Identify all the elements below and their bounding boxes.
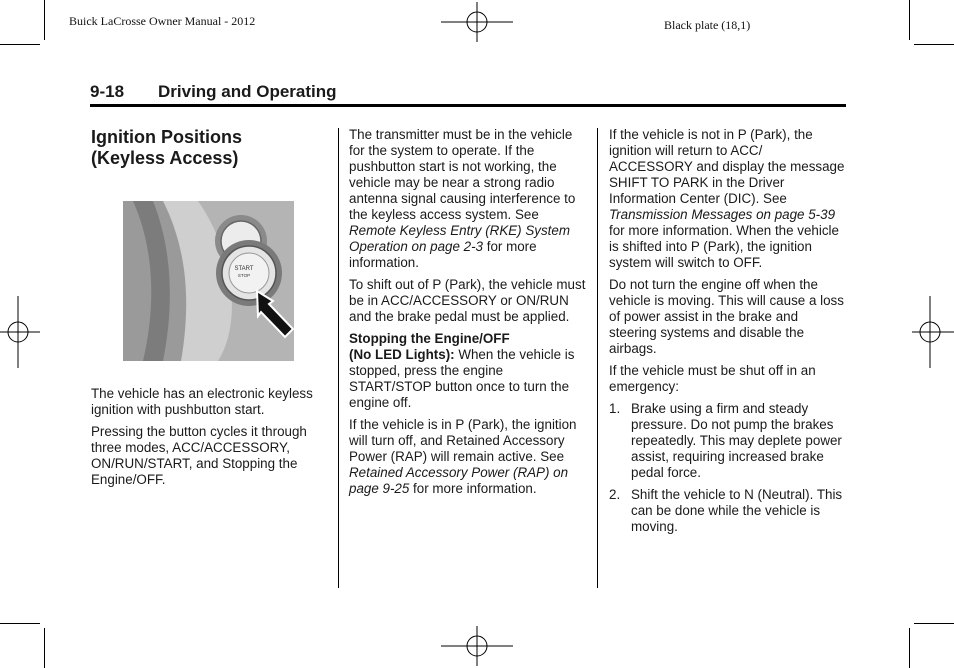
paragraph: Do not turn the engine off when the vehicle is moving. This will cause a loss of power assist in the brake and steering systems and disable the airbags. [609,277,844,356]
paragraph: If the vehicle is in P (Park), the ignition will turn off, and Retained Accessory Power (RAP) will remain active. See Retained Accessory Power (RAP) on page 9-25 for more information. [349,417,577,496]
paragraph: Pressing the button cycles it through three modes, ACC/ACCESSORY, ON/RUN/START, and Stopping the Engine/OFF. [91,424,307,487]
plate-label: Black plate (18,1) [664,18,751,32]
registration-mark-top [441,2,513,42]
run-in-heading: (No LED Lights): [349,347,455,362]
cross-reference[interactable]: Remote Keyless Entry (RKE) System Operation on page 2-3 [349,223,571,254]
cross-reference[interactable]: Transmission Messages on page 5-39 [609,207,836,222]
heading-line-1: Ignition Positions [91,127,242,147]
section-header [90,80,846,107]
column-divider-1 [338,128,339,588]
column-divider-2 [597,128,598,588]
manual-title: Buick LaCrosse Owner Manual - 2012 [69,14,256,28]
heading-line-2: (Keyless Access) [91,148,239,168]
registration-mark-left [0,296,40,368]
column-1 [91,127,329,169]
cross-reference[interactable]: Retained Accessory Power (RAP) on page 9-25 [349,465,569,496]
list-item: 1. Brake using a firm and steady pressure. Do not pump the brakes repeatedly. This may deplete power assist, requiring increased brake pedal force. [609,401,842,480]
paragraph: If the vehicle must be shut off in an emergency: [609,363,816,394]
ignition-button-illustration [123,201,294,361]
registration-mark-bottom [441,626,513,666]
paragraph: Stopping the Engine/OFF (No LED Lights): When the vehicle is stopped, press the engine START/STOP button once to turn the engine off. [349,331,575,410]
column-1-body [91,386,331,494]
start-label: START [234,266,254,272]
run-in-heading: Stopping the Engine/OFF [349,331,510,346]
paragraph: The vehicle has an electronic keyless ignition with pushbutton start. [91,386,313,417]
column-3 [609,127,845,541]
page-heading [91,127,329,169]
paragraph: To shift out of P (Park), the vehicle must be in ACC/ACCESSORY or ON/RUN and the brake pedal must be applied. [349,277,586,324]
page-number: 9-18 [90,82,125,101]
paragraph: If the vehicle is not in P (Park), the ignition will return to ACC/ ACCESSORY and display the message SHIFT TO PARK in the Driver Information Center (DIC). See Transmission Messages on page 5-39 for more information. When the vehicle is shifted into P (Park), the ignition system will switch to OFF. [609,127,845,270]
paragraph: The transmitter must be in the vehicle for the system to operate. If the pushbutton start is not working, the vehicle may be near a strong radio antenna signal causing interference to the keyless access system. See Remote Keyless Entry (RKE) System Operation on page 2-3 for more information. [349,127,576,270]
column-2 [349,127,587,503]
stop-label: STOP [237,273,251,278]
section-title: Driving and Operating [158,82,337,101]
list-item: 2. Shift the vehicle to N (Neutral). This can be done while the vehicle is moving. [609,487,843,534]
registration-mark-right [912,296,954,368]
